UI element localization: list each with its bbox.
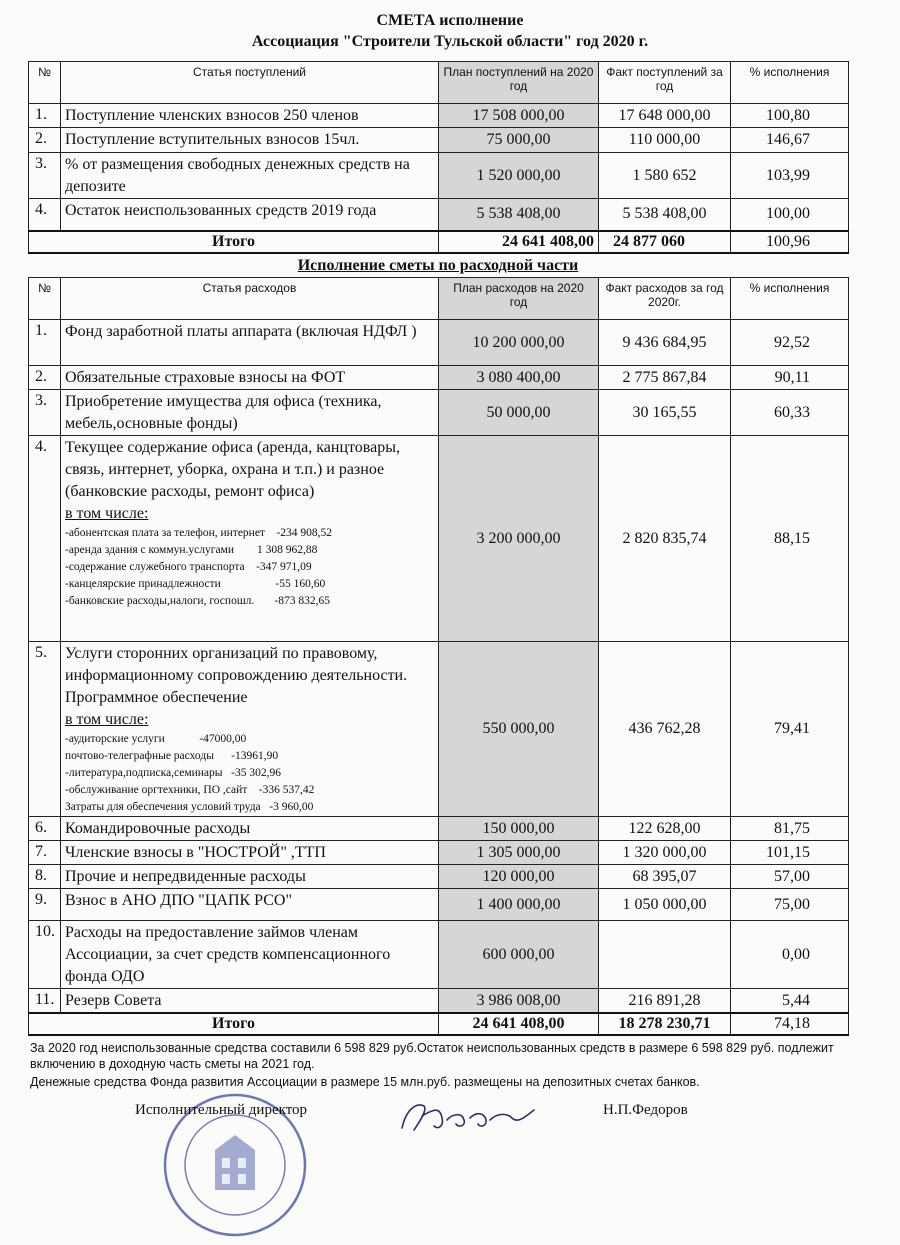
row-num: 1.	[29, 104, 61, 128]
col-pct: % исполнения	[731, 278, 849, 320]
row-fact: 17 648 000,00	[599, 104, 731, 128]
row-plan: 17 508 000,00	[439, 104, 599, 128]
table-row	[29, 104, 849, 128]
row-item: Остаток неиспользованных средств 2019 года	[61, 199, 439, 231]
row-plan: 120 000,00	[439, 865, 599, 889]
row-pct: 90,11	[731, 366, 849, 390]
sub-line: -литература,подписка,семинары -35 302,96	[65, 767, 281, 779]
col-plan: План расходов на 2020 год	[439, 278, 599, 320]
table-row	[29, 642, 849, 817]
row-plan: 1 520 000,00	[439, 153, 599, 199]
section-title: Исполнение сметы по расходной части	[297, 257, 579, 274]
row-num: 6.	[29, 817, 61, 841]
row-num: 5.	[29, 642, 61, 817]
sub-line: почтово-телеграфные расходы -13961,90	[65, 750, 279, 762]
sub-line: -абонентская плата за телефон, интернет -234 908,52	[65, 527, 333, 539]
row-plan: 150 000,00	[439, 817, 599, 841]
col-num: №	[29, 278, 61, 320]
row-pct: 79,41	[731, 642, 849, 817]
col-item: Статья поступлений	[61, 62, 439, 104]
row-pct: 81,75	[731, 817, 849, 841]
row-pct: 60,33	[731, 390, 849, 436]
expense-table	[28, 277, 849, 1036]
table-row	[29, 865, 849, 889]
row-pct: 101,15	[731, 841, 849, 865]
table-row	[29, 921, 849, 989]
table-row	[29, 199, 849, 231]
row-num: 9.	[29, 889, 61, 921]
row-num: 11.	[29, 989, 61, 1014]
row-item-title: Текущее содержание офиса (аренда, канцтовары, связь, интернет, уборка, охрана и т.п.) и разное (банковские расходы, ремонт офиса)	[65, 439, 400, 500]
row-num: 2.	[29, 128, 61, 153]
row-fact: 68 395,07	[599, 865, 731, 889]
sub-line: -обслуживание оргтехники, ПО ,сайт -336 537,42	[65, 784, 315, 796]
row-plan: 1 400 000,00	[439, 889, 599, 921]
row-fact: 2 820 835,74	[599, 436, 731, 642]
row-pct: 100,80	[731, 104, 849, 128]
row-num: 4.	[29, 199, 61, 231]
row-num: 1.	[29, 320, 61, 366]
expense-total-row	[29, 1013, 849, 1035]
col-fact: Факт расходов за год 2020г.	[599, 278, 731, 320]
table-row	[29, 153, 849, 199]
total-fact: 24 877 060	[599, 231, 731, 253]
total-plan: 24 641 408,00	[439, 231, 599, 253]
sub-line: Затраты для обеспечения условий труда -3 960,00	[65, 801, 314, 813]
sub-line: -канцелярские принадлежности -55 160,60	[65, 578, 326, 590]
row-fact: 30 165,55	[599, 390, 731, 436]
row-plan: 3 080 400,00	[439, 366, 599, 390]
total-pct: 74,18	[731, 1013, 849, 1035]
row-pct: 103,99	[731, 153, 849, 199]
col-plan: План поступлений на 2020 год	[439, 62, 599, 104]
row-item: Резерв Совета	[61, 989, 439, 1014]
doc-subtitle: Ассоциация "Строители Тульской области" год 2020 г.	[251, 33, 649, 50]
table-row	[29, 436, 849, 642]
col-pct: % исполнения	[731, 62, 849, 104]
sub-line: -банковские расходы,налоги, госпошл. -873 832,65	[65, 595, 330, 607]
total-plan: 24 641 408,00	[439, 1013, 599, 1035]
row-item: Приобретение имущества для офиса (техника, мебель,основные фонды)	[61, 390, 439, 436]
income-total-row	[29, 231, 849, 253]
row-plan: 550 000,00	[439, 642, 599, 817]
row-item: Прочие и непредвиденные расходы	[61, 865, 439, 889]
total-fact: 18 278 230,71	[599, 1013, 731, 1035]
row-item: Поступление членских взносов 250 членов	[61, 104, 439, 128]
table-row	[29, 128, 849, 153]
row-pct: 75,00	[731, 889, 849, 921]
signature-image	[392, 1096, 542, 1136]
row-plan: 10 200 000,00	[439, 320, 599, 366]
note-deposit: Денежные средства Фонда развития Ассоциации в размере 15 млн.руб. размещены на депозитных счетах банков.	[30, 1075, 700, 1089]
row-plan: 75 000,00	[439, 128, 599, 153]
row-pct: 146,67	[731, 128, 849, 153]
row-item-title: Услуги сторонних организаций по правовому, информационному сопровождению деятельности. Программное обеспечение	[65, 645, 408, 706]
signer-position: Исполнительный директор	[135, 1102, 308, 1118]
row-item: Расходы на предоставление займов членам Ассоциации, за счет средств компенсационного фонда ОДО	[61, 921, 439, 989]
row-item: Командировочные расходы	[61, 817, 439, 841]
row-pct: 5,44	[731, 989, 849, 1014]
row-plan: 5 538 408,00	[439, 199, 599, 231]
table-row	[29, 989, 849, 1014]
row-item: Обязательные страховые взносы на ФОТ	[61, 366, 439, 390]
row-pct: 92,52	[731, 320, 849, 366]
row-fact: 2 775 867,84	[599, 366, 731, 390]
row-pct: 57,00	[731, 865, 849, 889]
row-fact	[599, 921, 731, 989]
total-pct: 100,96	[731, 231, 849, 253]
signer-name: Н.П.Федоров	[603, 1102, 688, 1118]
col-item: Статья расходов	[61, 278, 439, 320]
note-unused-funds: За 2020 год неиспользованные средства составили 6 598 829 руб.Остаток неиспользованных средств в размере 6 598 829 руб. подлежит включению в доходную часть сметы на 2021 год.	[30, 1041, 834, 1071]
table-row	[29, 841, 849, 865]
row-item: Взнос в АНО ДПО "ЦАПК РСО"	[61, 889, 439, 921]
row-pct: 88,15	[731, 436, 849, 642]
row-num: 10.	[29, 921, 61, 989]
total-label: Итого	[29, 1013, 439, 1035]
table-row	[29, 320, 849, 366]
row-item	[61, 642, 439, 817]
row-pct: 100,00	[731, 199, 849, 231]
row-num: 3.	[29, 390, 61, 436]
sub-line: -содержание служебного транспорта -347 971,09	[65, 561, 312, 573]
row-item: % от размещения свободных денежных средств на депозите	[61, 153, 439, 199]
row-item	[61, 436, 439, 642]
row-fact: 5 538 408,00	[599, 199, 731, 231]
row-fact: 1 320 000,00	[599, 841, 731, 865]
doc-title: СМЕТА исполнение	[376, 12, 524, 29]
sub-line: -аудиторские услуги -47000,00	[65, 733, 247, 745]
row-fact: 1 050 000,00	[599, 889, 731, 921]
table-row	[29, 889, 849, 921]
sub-line: -аренда здания с коммун.услугами 1 308 962,88	[65, 544, 318, 556]
total-label: Итого	[29, 231, 439, 253]
row-num: 8.	[29, 865, 61, 889]
table-row	[29, 390, 849, 436]
row-fact: 122 628,00	[599, 817, 731, 841]
row-item: Членские взносы в "НОСТРОЙ" ,ТТП	[61, 841, 439, 865]
row-fact: 1 580 652	[599, 153, 731, 199]
row-plan: 1 305 000,00	[439, 841, 599, 865]
row-plan: 3 200 000,00	[439, 436, 599, 642]
row-fact: 110 000,00	[599, 128, 731, 153]
col-fact: Факт поступлений за год	[599, 62, 731, 104]
row-item: Фонд заработной платы аппарата (включая НДФЛ )	[61, 320, 439, 366]
row-fact: 436 762,28	[599, 642, 731, 817]
table-row	[29, 366, 849, 390]
row-fact: 216 891,28	[599, 989, 731, 1014]
row-item: Поступление вступительных взносов 15чл.	[61, 128, 439, 153]
incl-label: в том числе:	[65, 505, 149, 522]
row-num: 2.	[29, 366, 61, 390]
col-num: №	[29, 62, 61, 104]
row-fact: 9 436 684,95	[599, 320, 731, 366]
row-num: 3.	[29, 153, 61, 199]
row-num: 7.	[29, 841, 61, 865]
row-num: 4.	[29, 436, 61, 642]
table-row	[29, 817, 849, 841]
incl-label: в том числе:	[65, 711, 149, 728]
row-plan: 50 000,00	[439, 390, 599, 436]
row-plan: 600 000,00	[439, 921, 599, 989]
row-plan: 3 986 008,00	[439, 989, 599, 1014]
income-table	[28, 61, 849, 254]
row-pct: 0,00	[731, 921, 849, 989]
